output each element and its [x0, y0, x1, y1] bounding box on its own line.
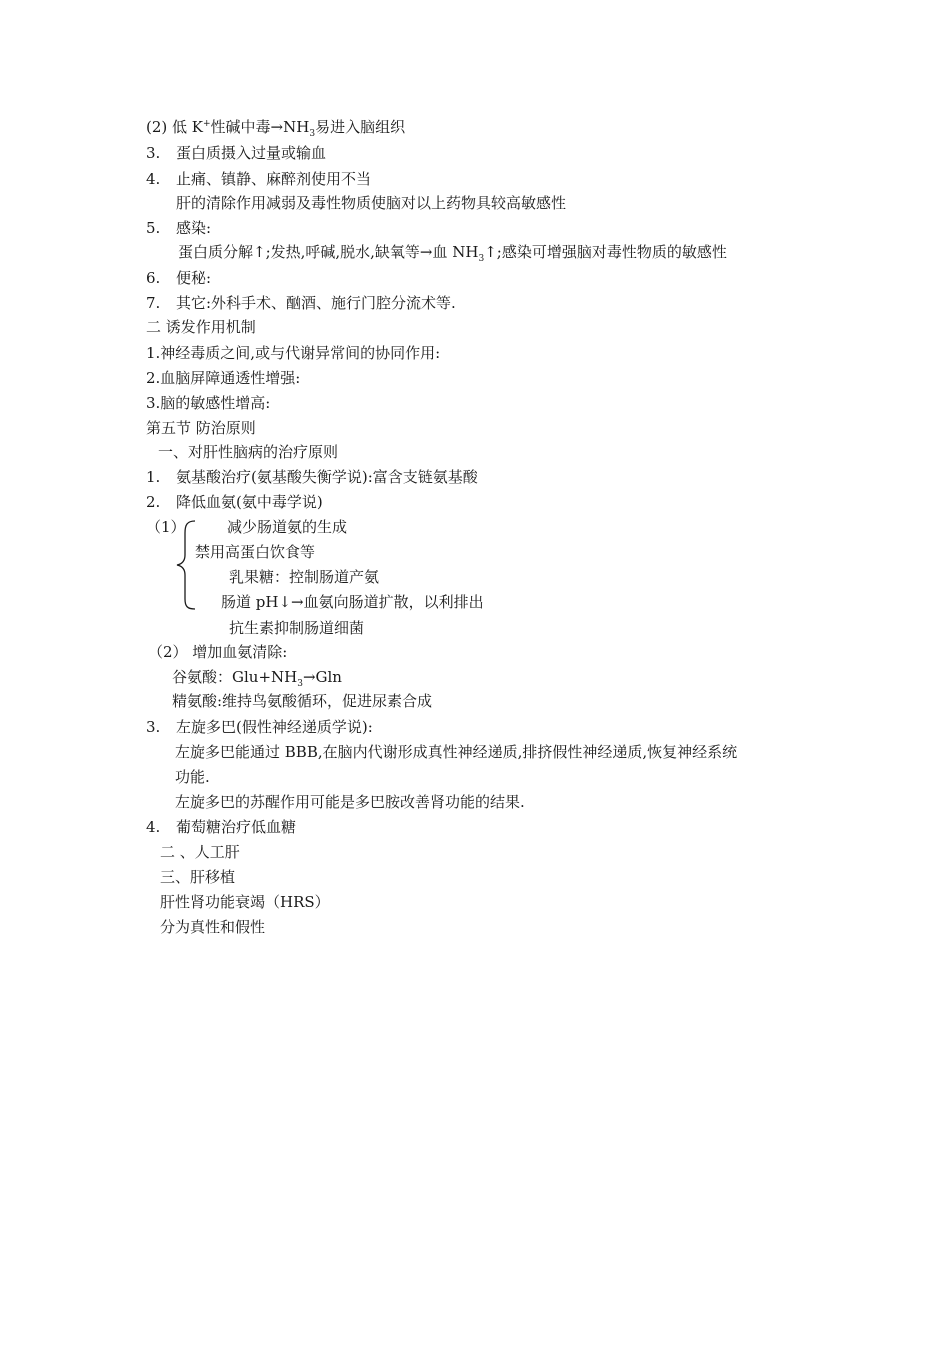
text-line: 1.神经毒质之间,或与代谢异常间的协同作用:	[146, 344, 441, 362]
list-item: 抗生素抑制肠道细菌	[229, 619, 365, 637]
numbered-item: 7. 其它:外科手术、酗酒、施行门腔分流术等.	[146, 294, 456, 312]
numbered-item: 5. 感染:	[146, 219, 212, 237]
subsection-heading: 一、对肝性脑病的治疗原则	[158, 443, 339, 461]
subsection-heading: 二 、人工肝	[160, 843, 240, 861]
text-line: (2) 低 K+性碱中毒$\to NH_3$易进入脑组织	[146, 118, 406, 139]
text-line: 左旋多巴能通过 BBB,在脑内代谢形成真性神经递质,排挤假性神经递质,恢复神经系统	[175, 743, 738, 761]
text-line: 肝性肾功能衰竭（HRS）	[160, 893, 330, 911]
section-heading: 第五节 防治原则	[146, 419, 256, 437]
text-line: 精氨酸:维持鸟氨酸循环，促进尿素合成	[172, 692, 433, 710]
sub-item-label: （2） 增加血氨清除:	[148, 643, 288, 661]
section-heading: 二 诱发作用机制	[146, 318, 256, 336]
numbered-item: 3. 左旋多巴(假性神经递质学说):	[146, 718, 373, 736]
text-line: 2.血脑屏障通透性增强:	[146, 369, 301, 387]
numbered-item: 2. 降低血氨(氨中毒学说)	[146, 493, 323, 511]
list-item: 肠道 pH↓→血氨向肠道扩散，以利排出	[221, 593, 484, 611]
text-line: 谷氨酸：$Glu+NH_3\to Gln$	[172, 668, 342, 689]
text-line: 分为真性和假性	[160, 918, 266, 936]
numbered-item: 3. 蛋白质摄入过量或输血	[146, 144, 327, 162]
subsection-heading: 三、肝移植	[160, 868, 236, 886]
numbered-item: 1. 氨基酸治疗(氨基酸失衡学说):富含支链氨基酸	[146, 468, 478, 486]
text-line: 功能.	[175, 768, 210, 786]
list-item: 乳果糖：控制肠道产氨	[229, 568, 380, 586]
curly-brace-icon	[175, 519, 197, 611]
text-line: 肝的清除作用减弱及毒性物质使脑对以上药物具较高敏感性	[176, 194, 567, 212]
text-line: 3.脑的敏感性增高:	[146, 394, 271, 412]
text-line: 蛋白质分解↑;发热,呼碱,脱水,缺氧等→血 $NH_3↑$;感染可增强脑对毒性物质的敏感性	[178, 243, 727, 264]
list-item: 禁用高蛋白饮食等	[195, 543, 316, 561]
numbered-item: 6. 便秘:	[146, 269, 212, 287]
text-line: 左旋多巴的苏醒作用可能是多巴胺改善肾功能的结果.	[175, 793, 525, 811]
list-item: 减少肠道氨的生成	[227, 518, 348, 536]
sub-item-label: （1）	[146, 518, 186, 536]
numbered-item: 4. 止痛、镇静、麻醉剂使用不当	[146, 170, 372, 188]
numbered-item: 4. 葡萄糖治疗低血糖	[146, 818, 297, 836]
